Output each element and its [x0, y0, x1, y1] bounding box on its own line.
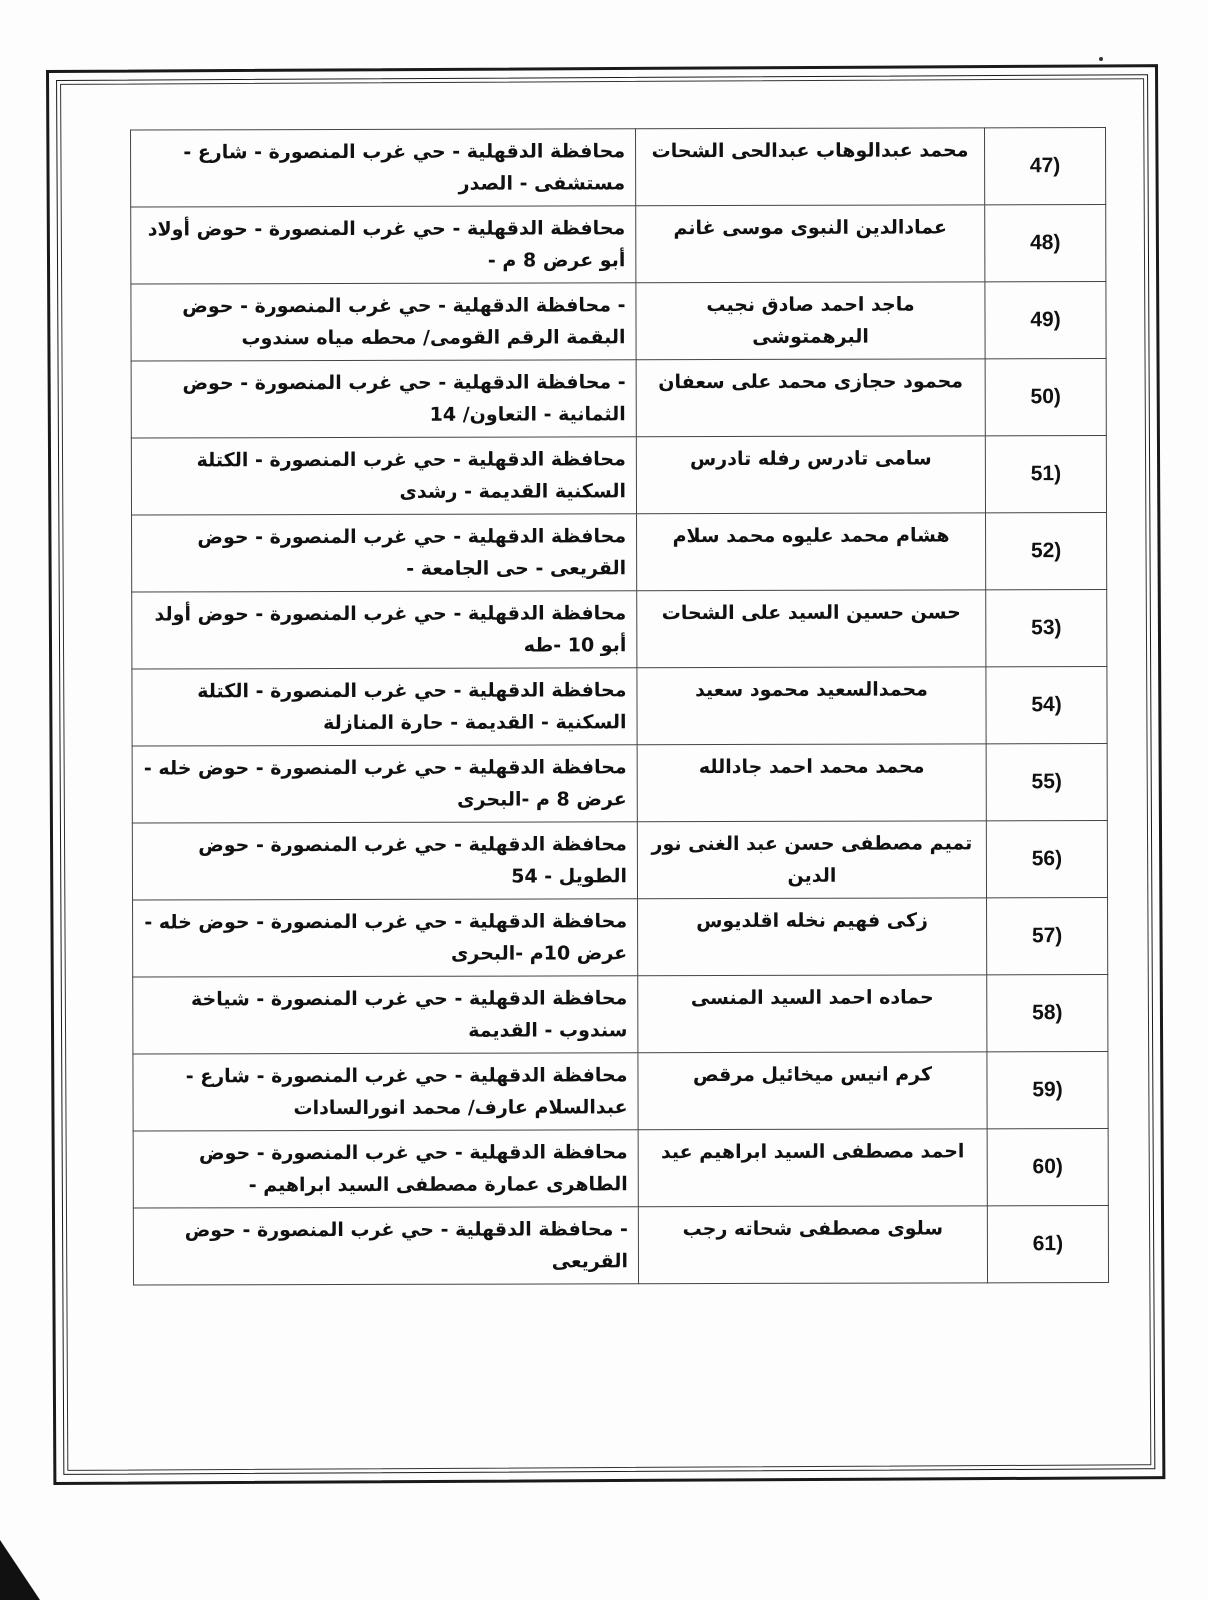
- owner-name-cell: زكى فهيم نخله اقلديوس: [638, 898, 987, 976]
- address-cell: محافظة الدقهلية - حي غرب المنصورة - شارع - عبدالسلام عارف/ محمد انورالسادات: [133, 1053, 638, 1131]
- page-corner-shadow: [0, 1540, 40, 1600]
- row-number: 52): [1030, 539, 1062, 563]
- table-row: [131, 128, 1106, 208]
- row-number: 51): [1030, 462, 1062, 486]
- row-number-cell: [986, 589, 1107, 666]
- address-cell: محافظة الدقهلية - حي غرب المنصورة - حوض أولاد أبو عرض 8 م -: [131, 206, 636, 284]
- address-cell: محافظة الدقهلية - حي غرب المنصورة - الكتلة السكنية القديمة - رشدى: [131, 437, 636, 515]
- address-cell: محافظة الدقهلية - حي غرب المنصورة - حوض الطويل - 54: [132, 822, 637, 900]
- row-number-cell: [987, 1128, 1108, 1205]
- address-cell: محافظة الدقهلية - حي غرب المنصورة - شارع - مستشفى - الصدر: [131, 129, 636, 207]
- owner-name-cell: محمد محمد احمد جادالله: [637, 744, 986, 822]
- table-row: [132, 589, 1107, 669]
- records-table-body: [131, 128, 1109, 1286]
- table-row: [133, 974, 1108, 1054]
- address-cell: محافظة الدقهلية - حي غرب المنصورة - الكتلة السكنية - القديمة - حارة المنازلة: [132, 668, 637, 746]
- address-cell: محافظة الدقهلية - حي غرب المنصورة - حوض خله - عرض 8 م -البحرى: [132, 745, 637, 823]
- table-row: [133, 1205, 1108, 1285]
- table-row: [131, 282, 1106, 362]
- table-row: [133, 1051, 1108, 1131]
- owner-name-cell: محمود حجازى محمد على سعفان: [636, 359, 985, 437]
- owner-name-cell: احمد مصطفى السيد ابراهيم عيد: [638, 1129, 987, 1207]
- row-number: 56): [1031, 847, 1063, 871]
- row-number: 53): [1031, 616, 1062, 640]
- row-number: 49): [1030, 308, 1061, 332]
- owner-name-cell: كرم انيس ميخائيل مرقص: [638, 1052, 987, 1130]
- table-row: [132, 820, 1107, 900]
- row-number-cell: [986, 666, 1107, 743]
- address-cell: محافظة الدقهلية - حي غرب المنصورة - شياخة سندوب - القديمة: [133, 976, 638, 1054]
- owner-name-cell: ماجد احمد صادق نجيب البرهمتوشى: [636, 282, 985, 360]
- row-number-cell: [987, 1051, 1108, 1128]
- row-number-cell: [987, 1205, 1108, 1282]
- table-row: [132, 513, 1107, 593]
- row-number-cell: [985, 205, 1106, 282]
- scan-speck: [1099, 57, 1103, 61]
- address-cell: محافظة الدقهلية - حي غرب المنصورة - حوض أولد أبو 10 -طه: [132, 591, 637, 669]
- address-cell: - محافظة الدقهلية - حي غرب المنصورة - حوض الثمانية - التعاون/ 14: [131, 360, 636, 438]
- row-number-cell: [986, 513, 1107, 590]
- row-number-cell: [986, 820, 1107, 897]
- table-row: [132, 666, 1107, 746]
- table-row: [131, 359, 1106, 439]
- table-row: [131, 436, 1106, 516]
- row-number-cell: [985, 359, 1106, 436]
- owner-name-cell: تميم مصطفى حسن عبد الغنى نور الدين: [637, 821, 986, 899]
- records-table: [130, 127, 1109, 1286]
- owner-name-cell: حسن حسين السيد على الشحات: [637, 590, 986, 668]
- address-cell: - محافظة الدقهلية - حي غرب المنصورة - حوض القريعى: [133, 1207, 638, 1285]
- row-number: 47): [1029, 154, 1061, 178]
- row-number-cell: [987, 897, 1108, 974]
- row-number: 55): [1031, 770, 1062, 794]
- row-number-cell: [985, 436, 1106, 513]
- table-row: [131, 205, 1106, 285]
- table-row: [133, 1128, 1108, 1208]
- address-cell: محافظة الدقهلية - حي غرب المنصورة - حوض القريعى - حى الجامعة -: [132, 514, 637, 592]
- row-number: 50): [1030, 385, 1061, 409]
- row-number: 57): [1031, 924, 1063, 948]
- owner-name-cell: عمادالدين النبوى موسى غانم: [636, 205, 985, 283]
- owner-name-cell: محمدالسعيد محمود سعيد: [637, 667, 986, 745]
- table-row: [133, 897, 1108, 977]
- address-cell: - محافظة الدقهلية - حي غرب المنصورة - حوض البقمة الرقم القومى/ محطه مياه سندوب: [131, 283, 636, 361]
- row-number: 48): [1030, 231, 1061, 255]
- row-number-cell: [985, 282, 1106, 359]
- owner-name-cell: سلوى مصطفى شحاته رجب: [638, 1206, 987, 1284]
- address-cell: محافظة الدقهلية - حي غرب المنصورة - حوض الطاهرى عمارة مصطفى السيد ابراهيم -: [133, 1130, 638, 1208]
- owner-name-cell: هشام محمد عليوه محمد سلام: [637, 513, 986, 591]
- row-number: 60): [1032, 1155, 1063, 1179]
- row-number-cell: [986, 743, 1107, 820]
- row-number: 61): [1032, 1232, 1064, 1256]
- row-number-cell: [987, 974, 1108, 1051]
- owner-name-cell: محمد عبدالوهاب عبدالحى الشحات: [636, 128, 985, 206]
- row-number: 58): [1032, 1001, 1063, 1025]
- address-cell: محافظة الدقهلية - حي غرب المنصورة - حوض خله - عرض 10م -البحرى: [133, 899, 638, 977]
- row-number-cell: [985, 128, 1106, 205]
- owner-name-cell: سامى تادرس رفله تادرس: [636, 436, 985, 514]
- row-number: 59): [1032, 1078, 1063, 1102]
- owner-name-cell: حماده احمد السيد المنسى: [638, 975, 987, 1053]
- row-number: 54): [1031, 693, 1062, 717]
- table-row: [132, 743, 1107, 823]
